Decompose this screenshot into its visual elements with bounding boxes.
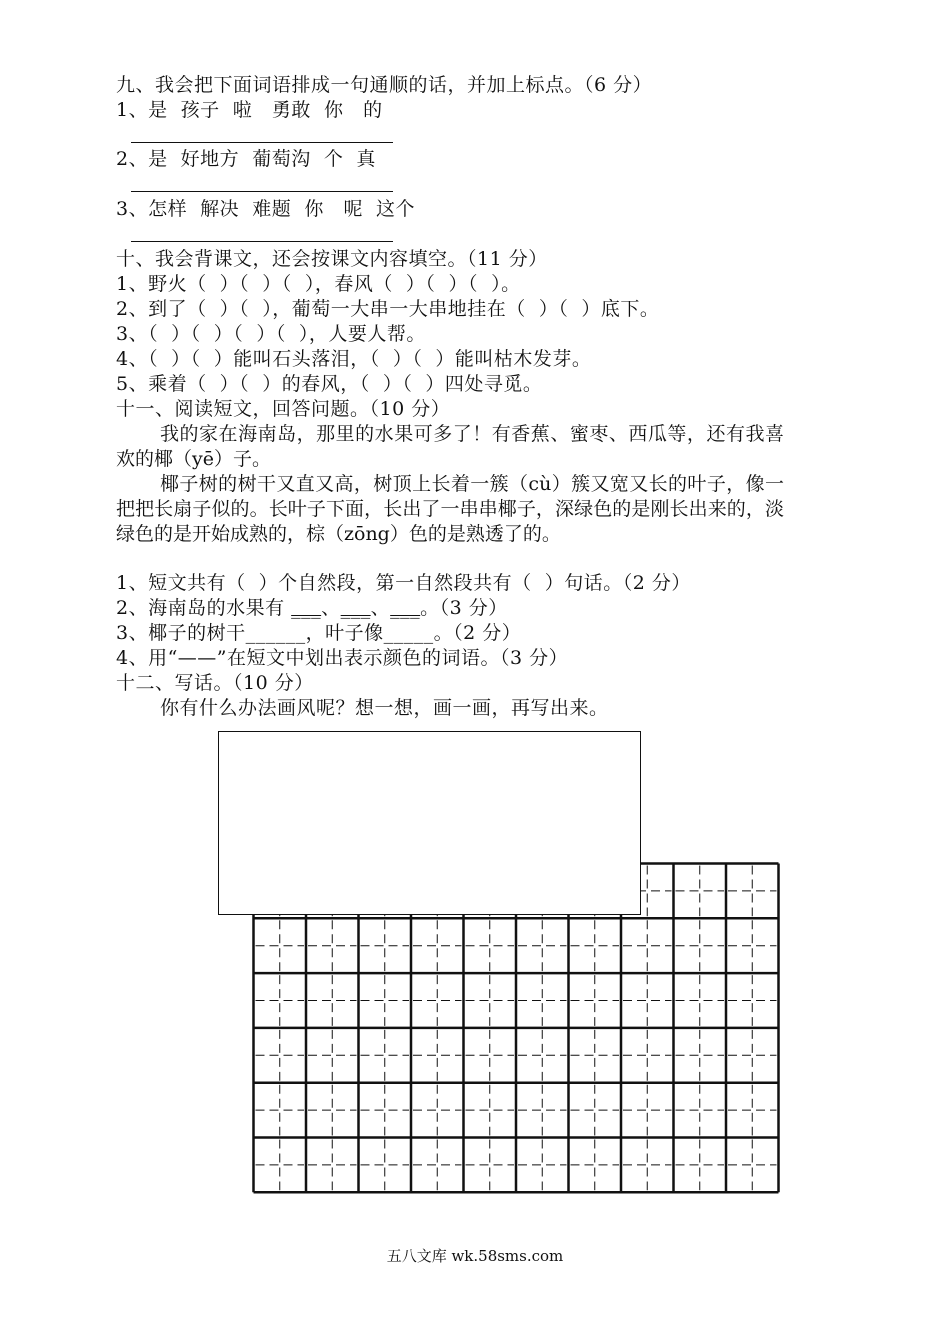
q10-title: 十、我会背课文，还会按课文内容填空。（11 分） <box>116 248 548 270</box>
q9-answer-line-2[interactable] <box>131 191 393 192</box>
q11-question-2-sep-1: 、 <box>321 597 341 619</box>
q10-item-2: 2、到了（ ）（ ），葡萄一大串一大串地挂在（ ）（ ）底下。 <box>116 298 660 320</box>
leaf-blank[interactable]: _____ <box>383 622 434 644</box>
q11-question-4: 4、用“——”在短文中划出表示颜色的词语。（3 分） <box>116 647 569 669</box>
trunk-blank[interactable]: ______ <box>245 622 306 644</box>
q9-item-1: 1、是 孩子 啦 勇敢 你 的 <box>116 99 383 121</box>
q12-prompt: 你有什么办法画风呢？想一想，画一画，再写出来。 <box>160 697 609 719</box>
fruit-blank-2[interactable]: ___ <box>340 597 371 619</box>
reading-paragraph-2: 椰子树的树干又直又高，树顶上长着一簇（cù）簇又宽又长的叶子，像一把把长扇子似的。长叶子下面，长出了一串串椰子，深绿色的是刚长出来的，淡绿色的是开始成熟的，棕（zōng）色的是熟透了的。 <box>116 473 784 545</box>
q12-title: 十二、写话。（10 分） <box>116 672 314 694</box>
q11-question-2-sep-2: 、 <box>370 597 391 619</box>
q11-title: 十一、阅读短文，回答问题。（10 分） <box>116 398 451 420</box>
q11-question-3-text: 3、椰子的树干 <box>116 622 246 644</box>
q11-question-2-end: 。（3 分） <box>420 597 508 619</box>
fruit-blank-1[interactable]: ___ <box>291 597 322 619</box>
q9-title: 九、我会把下面词语排成一句通顺的话，并加上标点。（6 分） <box>116 74 653 96</box>
q11-question-2 <box>116 596 508 620</box>
footer-watermark: 五八文库 wk.58sms.com <box>386 1247 564 1265</box>
reading-paragraph-1: 我的家在海南岛，那里的水果可多了！有香蕉、蜜枣、西瓜等，还有我喜欢的椰（yē）子。 <box>116 423 784 470</box>
q10-item-3: 3、（ ）（ ）（ ）（ ），人要人帮。 <box>116 323 426 345</box>
q9-item-3: 3、怎样 解决 难题 你 呢 这个 <box>116 198 416 220</box>
q11-question-3-mid: ，叶子像 <box>305 622 384 644</box>
q10-item-5: 5、乘着（ ）（ ）的春风，（ ）（ ）四处寻觅。 <box>116 373 543 395</box>
q9-answer-line-3[interactable] <box>131 241 393 242</box>
q10-item-1: 1、野火（ ）（ ）（ ），春风（ ）（ ）（ ）。 <box>116 273 521 295</box>
q10-item-4: 4、（ ）（ ）能叫石头落泪，（ ）（ ）能叫枯木发芽。 <box>116 348 592 370</box>
drawing-box[interactable] <box>218 731 641 915</box>
q9-item-2: 2、是 好地方 葡萄沟 个 真 <box>116 148 376 170</box>
q11-question-1: 1、短文共有（ ）个自然段，第一自然段共有（ ）句话。（2 分） <box>116 572 691 594</box>
fruit-blank-3[interactable]: ___ <box>390 597 421 619</box>
q11-question-2-text: 2、海南岛的水果有 <box>116 597 292 619</box>
q9-answer-line-1[interactable] <box>131 142 393 143</box>
q11-question-3-end: 。（2 分） <box>433 622 522 644</box>
q11-question-3 <box>116 621 521 645</box>
